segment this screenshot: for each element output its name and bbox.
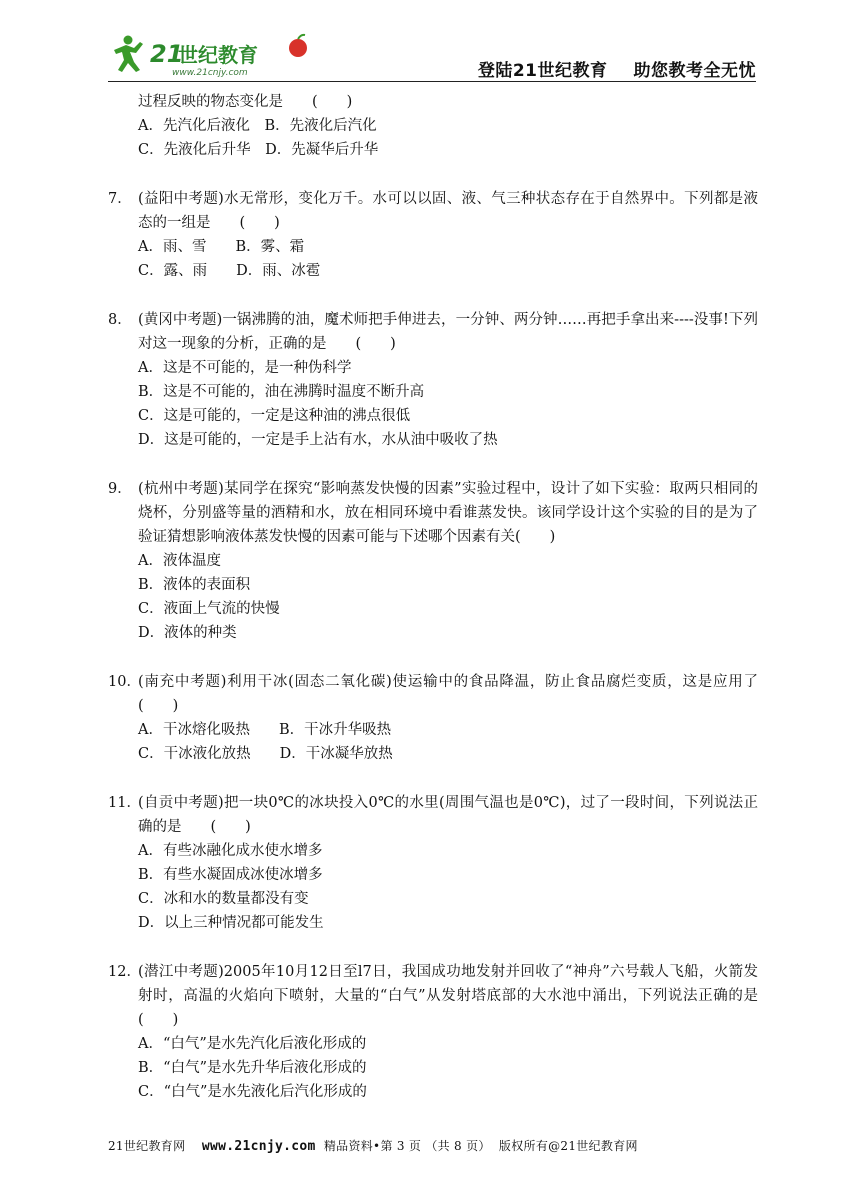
question-11 — [108, 791, 758, 935]
question-stem — [108, 477, 758, 549]
question-stem — [108, 960, 787, 1032]
footer-copyright: 版权所有@21世纪教育网 — [498, 1139, 638, 1153]
question-number: 9． — [108, 481, 132, 497]
footer-page-info: 精品资料•第 3 页 （共 8 页） — [323, 1139, 491, 1153]
option-b: B．液体的表面积 — [138, 577, 251, 593]
option-d: D．以上三种情况都可能发生 — [138, 915, 324, 931]
option-a: A．有些冰融化成水使水增多 — [138, 843, 323, 859]
question-list — [108, 90, 787, 1104]
question-stem — [108, 670, 787, 718]
header-rule — [108, 81, 756, 82]
option-row: A．干冰熔化吸热 B．干冰升华吸热 — [138, 722, 392, 738]
option-c: C．冰和水的数量都没有变 — [138, 891, 309, 907]
question-stem — [108, 791, 758, 839]
question-7 — [108, 187, 758, 283]
page-footer — [108, 1137, 758, 1154]
site-logo — [110, 30, 310, 80]
slogan-left: 登陆21世纪教育 — [477, 61, 608, 81]
question-number: 8． — [108, 312, 132, 328]
option-a: A．这是不可能的，是一种伪科学 — [138, 360, 352, 376]
footer-left: 21世纪教育网 — [108, 1139, 186, 1153]
question-9 — [108, 477, 758, 645]
page-header — [108, 30, 756, 82]
question-number: 10． — [108, 674, 141, 690]
question-stem — [108, 308, 758, 356]
option-b: B．这是不可能的，油在沸腾时温度不断升高 — [138, 384, 425, 400]
option-row: A．先汽化后液化 B．先液化后汽化 — [138, 118, 377, 134]
slogan-right: 助您教考全无忧 — [633, 61, 756, 81]
question-text: (杭州中考题)某同学在探究“影响蒸发快慢的因素”实验过程中，设计了如下实验：取两只相同的烧杯，分别盛等量的酒精和水，放在相同环境中看谁蒸发快。该同学设计这个实验的目的是为了验证猜想影响液体蒸发快慢的因素可能与下述哪个因素有关( ) — [138, 481, 758, 545]
option-b: B．“白气”是水先升华后液化形成的 — [138, 1060, 367, 1076]
question-stem-tail: 过程反映的物态变化是 ( ) — [138, 94, 353, 110]
apple-icon — [289, 39, 307, 57]
question-text: (黄冈中考题)一锅沸腾的油，魔术师把手伸进去，一分钟、两分钟……再把手拿出来----没事!下列对这一现象的分析，正确的是 ( ) — [138, 312, 758, 352]
question-stem — [108, 187, 758, 235]
svg-text:21: 21 — [150, 40, 184, 68]
option-d: D．液体的种类 — [138, 625, 237, 641]
option-row: C．先液化后升华 D．先凝华后升华 — [138, 142, 379, 158]
question-12 — [108, 960, 787, 1104]
question-6-continued — [108, 90, 758, 162]
option-d: D．这是可能的，一定是手上沾有水，水从油中吸收了热 — [138, 432, 498, 448]
footer-site-link[interactable]: www.21cnjy.com — [201, 1139, 316, 1154]
option-c: C．这是可能的，一定是这种油的沸点很低 — [138, 408, 411, 424]
question-text: (益阳中考题)水无常形，变化万千。水可以以固、液、气三种状态存在于自然界中。下列都是液态的一组是 ( ) — [138, 191, 758, 231]
question-number: 12． — [108, 964, 141, 980]
option-c: C．“白气”是水先液化后汽化形成的 — [138, 1084, 367, 1100]
question-8 — [108, 308, 758, 452]
header-slogan — [478, 56, 756, 81]
option-a: A．“白气”是水先汽化后液化形成的 — [138, 1036, 367, 1052]
question-number: 7． — [108, 191, 132, 207]
option-b: B．有些水凝固成冰使冰增多 — [138, 867, 323, 883]
runner-icon — [114, 36, 143, 73]
option-row: C．露、雨 D．雨、冰雹 — [138, 263, 321, 279]
question-text: (南充中考题)利用干冰(固态二氧化碳)使运输中的食品降温，防止食品腐烂变质，这是应用了 ( ) — [138, 674, 787, 714]
svg-text:www.21cnjy.com: www.21cnjy.com — [172, 68, 248, 78]
option-a: A．液体温度 — [138, 553, 221, 569]
question-text: (自贡中考题)把一块0℃的冰块投入0℃的水里(周围气温也是0℃)，过了一段时间，下列说法正确的是 ( ) — [138, 795, 758, 835]
option-row: A．雨、雪 B．雾、霜 — [138, 239, 305, 255]
question-number: 11． — [108, 795, 141, 811]
question-10 — [108, 670, 787, 766]
svg-text:世纪教育: 世纪教育 — [178, 43, 258, 67]
question-text: (潜江中考题)2005年10月12日至l7日，我国成功地发射并回收了“神舟”六号载人飞船，火箭发射时，高温的火焰向下喷射，大量的“白气”从发射塔底部的大水池中涌出，下列说法正确的是 ( ) — [138, 964, 787, 1028]
option-row: C．干冰液化放热 D．干冰凝华放热 — [138, 746, 393, 762]
option-c: C．液面上气流的快慢 — [138, 601, 280, 617]
